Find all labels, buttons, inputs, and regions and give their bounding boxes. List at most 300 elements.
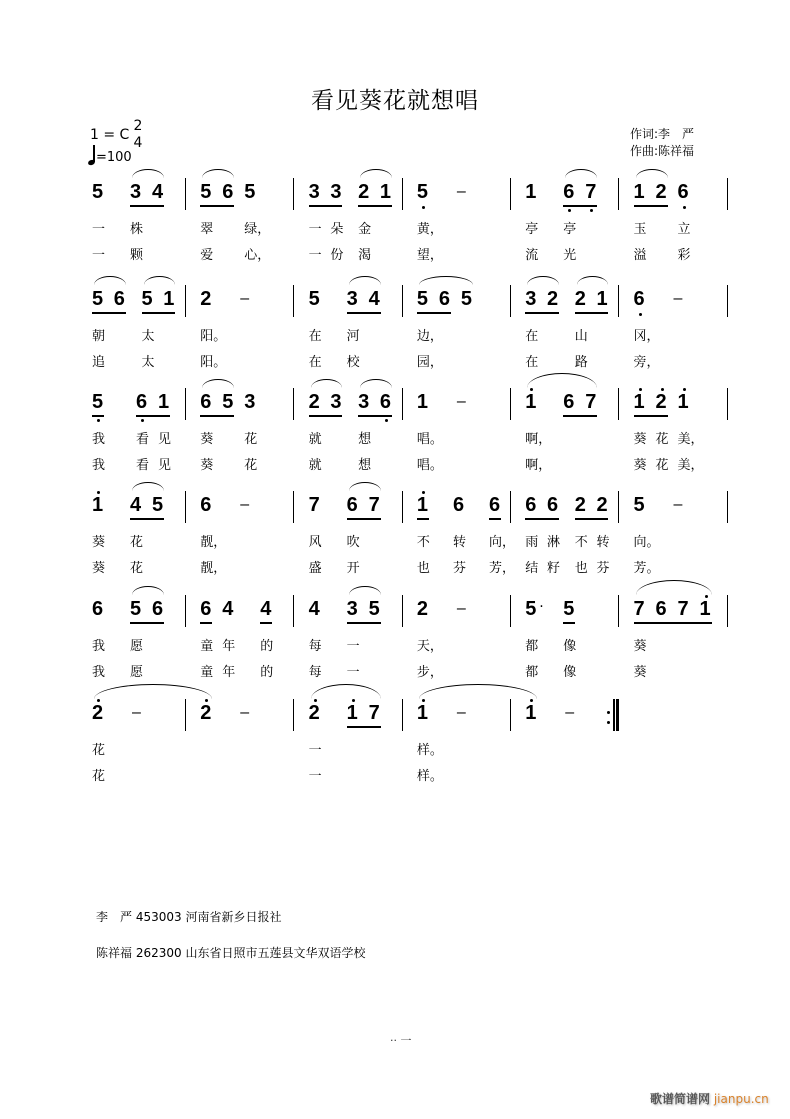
note-digit: 3: [330, 181, 342, 203]
measure: [403, 178, 511, 263]
lyric-verse2: 就: [308, 458, 322, 473]
underline-beam: [330, 205, 342, 207]
underline-beam: [158, 415, 170, 417]
lyric-verse1: 黄，: [416, 222, 443, 237]
measure: [403, 285, 511, 370]
underline-beam: [130, 622, 152, 624]
lyric-verse2: 每: [308, 665, 322, 680]
underline-beam: [634, 205, 656, 207]
lyric-verse1: 想: [358, 432, 372, 447]
note: [677, 388, 716, 473]
repeat-dot: [607, 711, 610, 714]
lyric-verse1: 玉: [633, 222, 647, 237]
note-digit: 1: [699, 598, 711, 620]
note: [222, 178, 244, 210]
watermark-cn: 歌谱简谱网: [650, 1092, 711, 1106]
note: [380, 178, 402, 210]
underline-beam: [656, 622, 678, 624]
note-digit: 5: [525, 598, 537, 620]
underline-beam: [142, 312, 164, 314]
end-repeat-sign: [607, 705, 617, 731]
sustain-dash: –: [240, 496, 250, 513]
note: [633, 285, 672, 370]
note-digit: 1: [525, 702, 537, 724]
note: [92, 388, 130, 473]
underline-beam: [152, 205, 164, 207]
measure: [78, 595, 186, 680]
underline-beam: [656, 205, 668, 207]
note: [358, 178, 380, 263]
note-digit: 7: [368, 702, 380, 724]
lyric-verse2: 看: [136, 458, 150, 473]
note-digit: 5: [92, 181, 104, 203]
sustain-dash: –: [240, 704, 250, 721]
slur-arc: [311, 379, 343, 388]
slur-arc: [565, 169, 597, 178]
note: [455, 178, 493, 210]
underline-beam: [200, 415, 222, 417]
lyric-verse1: 葵: [633, 639, 647, 654]
underline-beam: [200, 622, 212, 624]
lyric-verse1: 在: [525, 329, 539, 344]
lyric-verse2: 校: [346, 355, 360, 370]
lyric-verse2: 一: [92, 248, 106, 263]
sustain-dash: –: [456, 704, 466, 721]
note: [346, 285, 369, 370]
note: [455, 699, 493, 731]
lyric-verse2: 美，: [677, 458, 704, 473]
note: [130, 699, 168, 731]
lyric-verse2: 也: [574, 561, 588, 576]
measure: [295, 595, 403, 680]
note: [260, 595, 282, 680]
note: [308, 595, 347, 680]
note-digit: 6: [438, 288, 451, 310]
note-digit: 6: [489, 494, 501, 516]
measure: [620, 595, 728, 680]
note: [369, 699, 391, 731]
slur-arc: [527, 373, 597, 388]
note: [525, 699, 563, 731]
note: [238, 699, 276, 731]
lyric-verse1: 葵: [633, 432, 647, 447]
note-digit: 7: [368, 494, 380, 516]
note: [596, 491, 618, 576]
lyric-verse2: 花: [92, 769, 106, 784]
lyric-verse2: 样。: [416, 769, 443, 784]
note: [92, 595, 130, 680]
underline-beam: [369, 622, 381, 624]
underline-beam: [369, 518, 381, 520]
note: [346, 491, 369, 576]
note: [563, 178, 585, 263]
note-digit: 5: [633, 494, 645, 516]
note: [200, 699, 238, 731]
note: [308, 699, 347, 784]
lyric-verse1: 年: [222, 639, 236, 654]
watermark-url: jianpu.cn: [713, 1092, 769, 1106]
note: [200, 491, 238, 576]
note: [347, 699, 369, 731]
slur-arc: [636, 580, 712, 595]
lyric-verse2: 在: [525, 355, 539, 370]
note: [525, 491, 547, 576]
note-digit: 6: [346, 494, 358, 516]
watermark: [650, 1090, 769, 1107]
lyric-verse1: 葵: [200, 432, 214, 447]
slur-arc: [419, 276, 473, 285]
underline-beam: [152, 518, 164, 520]
underline-beam: [200, 205, 222, 207]
underline-beam: [575, 312, 597, 314]
note-digit: 1: [346, 702, 358, 724]
note-digit: 1: [379, 181, 391, 203]
note: [585, 178, 607, 210]
underline-beam: [130, 518, 152, 520]
slur-arc: [94, 684, 212, 699]
lyric-verse1: 美，: [677, 432, 704, 447]
underline-beam: [369, 312, 381, 314]
note-digit: 3: [244, 391, 256, 413]
underline-beam: [163, 312, 175, 314]
sustain-dash: –: [565, 704, 575, 721]
underline-beam: [260, 622, 272, 624]
lyric-verse1: 一: [92, 222, 106, 237]
note-digit: 5: [308, 288, 320, 310]
slur-arc: [349, 586, 381, 595]
note: [700, 595, 722, 627]
note: [200, 178, 222, 263]
underline-beam: [358, 415, 380, 417]
note-digit: 5: [92, 391, 104, 413]
note: [416, 491, 453, 576]
underline-beam: [136, 415, 158, 417]
lyric-verse2: 像: [563, 665, 577, 680]
lyric-verse1: 啊，: [525, 432, 552, 447]
lyric-verse2: 花: [244, 458, 258, 473]
underline-beam: [114, 312, 126, 314]
note-digit: 2: [574, 494, 586, 516]
sustain-dash: –: [132, 704, 141, 721]
measure: [186, 388, 294, 473]
lyric-verse2: 靓，: [200, 561, 227, 576]
note-digit: 1: [633, 391, 645, 413]
lyric-verse1: 每: [308, 639, 322, 654]
note-digit: 4: [260, 598, 272, 620]
lyric-verse1: 葵: [92, 535, 106, 550]
note-digit: 5: [222, 391, 234, 413]
underline-beam: [347, 518, 369, 520]
lyric-verse1: 一: [308, 743, 322, 758]
high-octave-dot: [705, 595, 708, 598]
note: [200, 595, 222, 680]
note: [200, 388, 222, 473]
staff-row: [0, 595, 790, 685]
underline-beam: [596, 518, 608, 520]
lyric-verse1: 向。: [633, 535, 660, 550]
lyric-verse2: 太: [141, 355, 155, 370]
low-octave-dot: [568, 209, 571, 212]
note-digit: 6: [452, 494, 465, 516]
note-digit: 7: [585, 181, 597, 203]
measure: [511, 178, 619, 263]
lyric-verse1: 花: [92, 743, 106, 758]
staff-row: [0, 285, 790, 375]
underline-beam: [439, 312, 451, 314]
lyric-verse1: 唱。: [416, 432, 443, 447]
lyric-verse1: 山: [574, 329, 588, 344]
note: [369, 491, 391, 523]
note: [678, 595, 700, 627]
low-octave-dot: [97, 419, 100, 422]
note: [346, 595, 369, 680]
note-digit: 6: [92, 598, 104, 620]
note: [244, 388, 282, 473]
lyric-verse1: 像: [563, 639, 577, 654]
lyric-verse1: 样。: [416, 743, 443, 758]
note: [416, 178, 455, 263]
lyric-verse2: 份: [330, 248, 344, 263]
lyric-verse1: 花: [130, 535, 144, 550]
slur-arc: [144, 276, 176, 285]
note-digit: 1: [416, 494, 429, 516]
note: [238, 285, 276, 317]
low-octave-dot: [422, 206, 425, 209]
lyric-verse1: 都: [525, 639, 539, 654]
key-signature: 1 = C: [90, 127, 130, 143]
note: [416, 595, 455, 680]
lyric-verse1: 金: [358, 222, 372, 237]
note-digit: 2: [200, 288, 212, 310]
underline-beam: [222, 415, 234, 417]
note: [330, 178, 352, 263]
lyric-verse2: 望，: [416, 248, 443, 263]
note: [596, 285, 618, 317]
lyric-verse1: 天，: [416, 639, 443, 654]
note: [525, 388, 563, 473]
underline-beam: [347, 312, 369, 314]
lyricist: 作词:李 严: [630, 127, 695, 141]
note: [633, 388, 656, 473]
measure: [511, 699, 619, 731]
note-digit: 7: [585, 391, 597, 413]
note: [308, 388, 331, 473]
underline-beam: [700, 622, 712, 624]
lyric-verse2: 心，: [244, 248, 271, 263]
note-digit: 3: [308, 181, 320, 203]
note-digit: 1: [416, 391, 429, 413]
lyric-verse2: 芬: [596, 561, 610, 576]
note-digit: 2: [596, 494, 608, 516]
note: [656, 178, 678, 210]
time-signature-bottom: 4: [133, 135, 143, 151]
high-octave-dot: [639, 388, 642, 391]
high-octave-dot: [314, 699, 317, 702]
note-digit: 1: [596, 288, 608, 310]
note-digit: 6: [113, 288, 125, 310]
lyric-verse2: 在: [308, 355, 322, 370]
lyric-verse1: 不: [574, 535, 588, 550]
note: [152, 178, 174, 210]
note: [222, 388, 244, 420]
note: [200, 285, 238, 370]
underline-beam: [563, 205, 585, 207]
note: [308, 491, 347, 576]
underline-beam: [417, 312, 439, 314]
note-digit: 6: [677, 181, 689, 203]
note-digit: 7: [633, 598, 645, 620]
lyric-verse1: 立: [677, 222, 691, 237]
lyric-verse2: 都: [525, 665, 539, 680]
page-mark: ·· 一: [390, 1034, 412, 1047]
note-digit: 5: [244, 181, 256, 203]
lyric-verse2: 芳，: [489, 561, 516, 576]
note-digit: 1: [416, 702, 429, 724]
lyric-verse2: 旁，: [633, 355, 660, 370]
note: [163, 285, 185, 317]
note: [461, 285, 499, 317]
underline-beam: [309, 205, 331, 207]
note-digit: 2: [655, 181, 667, 203]
note-digit: 5: [368, 598, 380, 620]
lyric-verse1: 童: [200, 639, 214, 654]
lyric-verse1: 吹: [346, 535, 360, 550]
low-octave-dot: [385, 419, 388, 422]
note: [574, 491, 597, 576]
lyric-verse1: 淋: [546, 535, 560, 550]
measure: [620, 491, 728, 576]
measure: [403, 491, 516, 576]
measure: [620, 285, 728, 370]
note: [455, 595, 493, 627]
note-digit: 1: [158, 391, 170, 413]
note-digit: 6: [136, 391, 148, 413]
underline-beam: [369, 726, 381, 728]
lyric-verse2: 芳。: [633, 561, 660, 576]
underline-beam: [330, 415, 342, 417]
underline-beam: [417, 518, 429, 520]
note: [136, 388, 158, 473]
measure: [403, 595, 511, 680]
lyric-verse1: 的: [260, 639, 274, 654]
lyric-verse2: 我: [92, 458, 106, 473]
note: [369, 285, 391, 317]
lyric-verse2: 流: [525, 248, 539, 263]
note-digit: 5: [152, 494, 164, 516]
lyric-verse2: 芬: [452, 561, 466, 576]
underline-beam: [634, 415, 656, 417]
lyric-verse2: 我: [92, 665, 106, 680]
underline-beam: [585, 205, 597, 207]
note-digit: 5: [416, 288, 429, 310]
note: [546, 491, 569, 576]
lyric-verse2: 追: [92, 355, 106, 370]
note-digit: 2: [308, 391, 320, 413]
note: [525, 178, 563, 263]
footer-contact-composer: 陈祥福 262300 山东省日照市五莲县文华双语学校: [96, 946, 366, 960]
lyric-verse2: 葵: [200, 458, 214, 473]
slur-arc: [419, 684, 537, 699]
note-digit: 6: [633, 288, 645, 310]
measure: [403, 699, 511, 784]
composer: 作曲:陈祥福: [630, 144, 695, 158]
slur-arc: [202, 169, 234, 178]
lyric-verse1: 我: [92, 639, 106, 654]
note: [416, 388, 455, 473]
note-digit: 5: [200, 181, 212, 203]
lyric-verse2: 啊，: [525, 458, 552, 473]
underline-beam: [656, 415, 668, 417]
lyric-verse2: 园，: [416, 355, 443, 370]
underline-beam: [547, 518, 559, 520]
note: [152, 595, 174, 627]
note-digit: 5: [130, 598, 142, 620]
note-digit: 6: [563, 181, 575, 203]
lyric-verse1: 一: [308, 222, 322, 237]
lyric-verse2: 也: [416, 561, 430, 576]
lyric-verse1: 翠: [200, 222, 214, 237]
lyric-verse2: 童: [200, 665, 214, 680]
lyric-verse1: 亭: [525, 222, 539, 237]
lyric-verse2: 想: [358, 458, 372, 473]
note-digit: 6: [200, 391, 212, 413]
sustain-dash: –: [240, 290, 250, 307]
note-digit: 4: [130, 494, 142, 516]
lyric-verse2: 光: [563, 248, 577, 263]
note: [547, 285, 569, 317]
barline-thick: [616, 699, 619, 731]
note: [130, 178, 152, 263]
slur-arc: [349, 482, 381, 491]
note-digit: 3: [130, 181, 142, 203]
note: [489, 491, 516, 576]
lyric-verse2: 愿: [130, 665, 144, 680]
measure: [295, 178, 403, 263]
underline-beam: [222, 205, 234, 207]
underline-beam: [563, 622, 575, 624]
measure: [78, 178, 186, 263]
staff-row: [0, 491, 790, 581]
note-digit: 7: [308, 494, 320, 516]
underline-beam: [347, 622, 369, 624]
measure: [186, 285, 294, 370]
note-digit: 2: [308, 702, 320, 724]
high-octave-dot: [97, 491, 100, 494]
note: [92, 491, 130, 576]
lyric-verse2: 葵: [633, 665, 647, 680]
low-octave-dot: [683, 206, 686, 209]
note: [574, 285, 597, 370]
underline-beam: [525, 518, 547, 520]
underline-beam: [575, 518, 597, 520]
quarter-note-icon: [88, 145, 96, 165]
note-digit: 5: [460, 288, 473, 310]
footer-contact-lyricist: 李 严 453003 河南省新乡日报社: [96, 910, 282, 924]
underline-beam: [380, 415, 392, 417]
slur-arc: [132, 169, 164, 178]
lyric-verse2: 籽: [546, 561, 560, 576]
note: [563, 595, 585, 680]
note: [152, 491, 174, 523]
note-digit: 2: [200, 702, 212, 724]
lyric-verse2: 渴: [358, 248, 372, 263]
note: [655, 388, 678, 473]
note: [455, 388, 493, 420]
lyric-verse2: 彩: [677, 248, 691, 263]
note: [308, 178, 331, 263]
underline-beam: [563, 415, 585, 417]
lyric-verse1: 亭: [563, 222, 577, 237]
